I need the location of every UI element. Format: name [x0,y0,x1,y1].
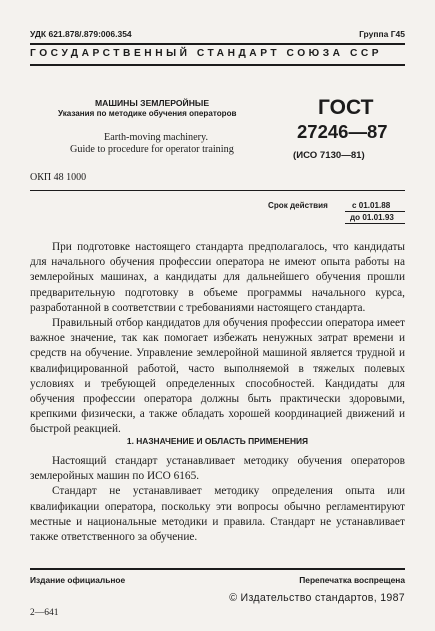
validity-label: Срок действия [268,201,328,210]
okp-code: ОКП 48 1000 [30,172,87,183]
validity-underline-2 [345,223,405,224]
document-title-en-line2: Guide to procedure for operator training [70,144,234,155]
top-rule [30,43,405,45]
udk-code: УДК 621.878/.879:006.354 [30,29,132,39]
validity-from: с 01.01.88 [352,201,391,210]
gost-number: 27246—87 [297,121,388,142]
standard-banner: ГОСУДАРСТВЕННЫЙ СТАНДАРТ СОЮЗА ССР [30,48,383,59]
document-title-en-line1: Earth-moving machinery. [104,132,209,143]
gost-label: ГОСТ [318,96,374,119]
section-1-heading: 1. НАЗНАЧЕНИЕ И ОБЛАСТЬ ПРИМЕНЕНИЯ [126,436,309,446]
header-separator [30,190,405,191]
validity-underline [345,211,405,212]
validity-to: до 01.01.93 [350,213,394,222]
official-edition-note: Издание официальное [30,575,126,585]
group-code: Группа Г45 [359,29,405,39]
copyright-notice: © Издательство стандартов, 1987 [229,592,405,604]
reprint-prohibited-note: Перепечатка воспрещена [299,575,405,585]
section-1-text [30,454,405,545]
footer-rule [30,568,405,570]
section-1-paragraph-2: Стандарт не устанавливает методику определения опыта или квалификации оператора, поскольку эти вопросы обычно регламентируют местные и национальные методики и правила. Стандарт не устанавливает также ответственного за обучение. [30,485,405,544]
section-1-paragraph-1: Настоящий стандарт устанавливает методику обучения операторов землеройных машин по ИСО 6165. [30,455,405,483]
banner-rule [30,64,405,66]
iso-reference: (ИСО 7130—81) [293,150,365,161]
intro-paragraph-2: Правильный отбор кандидатов для обучения профессии оператора имеет важное значение, так как помогает избежать ненужных затрат времени и средств на обучение. Управление землеройной машиной является трудной и квалифицированной работой, часто выполняемой в тяжелых полевых условиях и требующей определенных способностей. Кандидаты для обучения профессии оператора должны быть практически здоровыми, крепкими физически, а также обладать хорошей координацией движений и быстрой реакцией. [30,317,405,436]
print-code: 2—641 [30,608,59,618]
document-title-ru: МАШИНЫ ЗЕМЛЕРОЙНЫЕ [95,98,210,108]
intro-text [30,240,405,438]
intro-paragraph-1: При подготовке настоящего стандарта предполагалось, что кандидаты для начального обучения профессии оператора не имеют опыта работы на землеройных машинах, а кандидаты для дальнейшего обучения прошли предварительную подготовку в объеме программы начального курса, разработанной в соответствии с требованиями настоящего стандарта. [30,241,405,314]
document-subtitle-ru: Указания по методике обучения операторов [58,109,237,118]
